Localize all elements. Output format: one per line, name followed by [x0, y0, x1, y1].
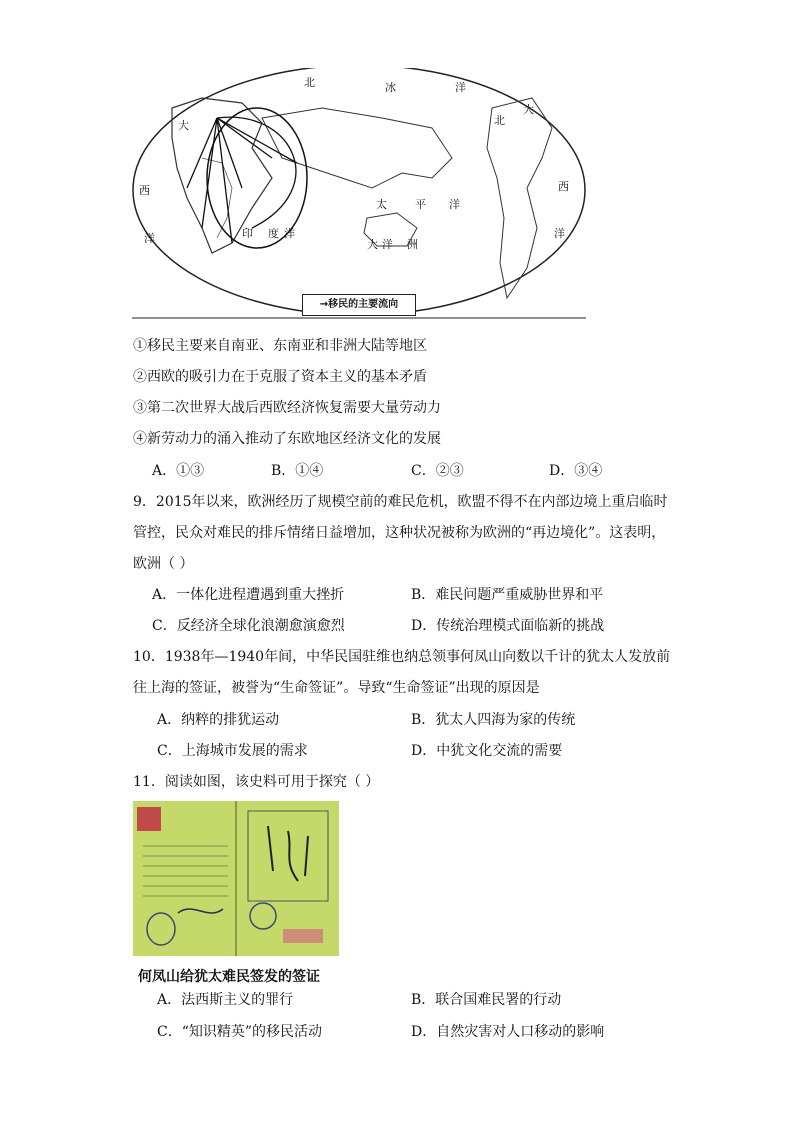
map-label-west-left: 西 — [139, 184, 150, 197]
map-label-du: 度 — [268, 227, 279, 240]
map-label-west-right: 西 — [558, 180, 569, 193]
map-label-ocean-pacific: 洋 — [449, 198, 460, 211]
q9-stem-line-2: 管控，民众对难民的排斥情绪日益增加，这种状况被称为欧洲的“再边境化”。这表明， — [133, 525, 666, 541]
q10-option-c[interactable]: C．上海城市发展的需求 — [157, 743, 308, 759]
q10-stem-line-1: 10．1938年—1940年间，中华民国驻维也纳总领事何凤山向数以千计的犹太人发放前 — [133, 649, 671, 665]
visa-caption: 何凤山给犹太难民签发的签证 — [138, 969, 320, 985]
q11-option-b[interactable]: B．联合国难民署的行动 — [411, 992, 562, 1008]
q9-option-b[interactable]: B．难民问题严重威胁世界和平 — [411, 587, 604, 603]
map-label-big-right: 大 — [523, 103, 534, 116]
q8-option-a[interactable]: A．①③ — [152, 463, 205, 479]
map-label-da-aus: 大 — [367, 238, 378, 251]
statement-3: ③第二次世界大战后西欧经济恢复需要大量劳动力 — [133, 400, 441, 416]
q8-option-c[interactable]: C．②③ — [411, 463, 464, 479]
map-label-ocean-top: 洋 — [455, 81, 466, 94]
q8-option-d[interactable]: D．③④ — [549, 463, 603, 479]
map-label-north-right: 北 — [494, 114, 505, 127]
statement-4: ④新劳动力的涌入推动了东欧地区经济文化的发展 — [133, 431, 441, 447]
visa-image — [133, 801, 339, 956]
map-label-north: 北 — [304, 76, 315, 89]
q11-option-a[interactable]: A．法西斯主义的罪行 — [157, 992, 294, 1008]
statement-1: ①移民主要来自南亚、东南亚和非洲大陆等地区 — [133, 338, 427, 354]
q11-option-c[interactable]: C．“知识精英”的移民活动 — [157, 1024, 323, 1040]
q11-option-d[interactable]: D．自然灾害对人口移动的影响 — [411, 1024, 605, 1040]
map-legend: →移民的主要流向 — [302, 294, 416, 316]
map-label-ocean-right: 洋 — [554, 227, 565, 240]
q10-stem-line-2: 往上海的签证，被誉为“生命签证”。导致“生命签证”出现的原因是 — [133, 680, 540, 696]
map-label-tai: 太 — [376, 198, 387, 211]
map-label-ocean-left: 洋 — [144, 232, 155, 245]
map-label-big-left: 大 — [178, 119, 189, 132]
map-label-ice: 冰 — [385, 81, 396, 94]
q9-stem-line-3: 欧洲（ ） — [133, 556, 194, 572]
q10-option-a[interactable]: A．纳粹的排犹运动 — [157, 712, 280, 728]
map-drawing — [132, 68, 586, 320]
q8-option-b[interactable]: B．①④ — [271, 463, 324, 479]
map-label-zhou-aus: 洲 — [407, 238, 418, 251]
q9-option-a[interactable]: A．一体化进程遭遇到重大挫折 — [152, 587, 345, 603]
q10-option-d[interactable]: D．中犹文化交流的需要 — [411, 743, 563, 759]
q9-stem-line-1: 9．2015年以来，欧洲经历了规模空前的难民危机，欧盟不得不在内部边境上重启临时 — [133, 494, 668, 510]
q11-stem: 11．阅读如图，该史料可用于探究（ ） — [133, 774, 380, 790]
map-label-ping: 平 — [415, 198, 426, 211]
statement-2: ②西欧的吸引力在于克服了资本主义的基本矛盾 — [133, 369, 427, 385]
q9-option-c[interactable]: C．反经济全球化浪潮愈演愈烈 — [152, 618, 345, 634]
map-label-indian: 印 — [242, 227, 253, 240]
migration-map — [132, 68, 586, 320]
map-label-yang-aus: 洋 — [382, 238, 393, 251]
q10-option-b[interactable]: B．犹太人四海为家的传统 — [411, 712, 576, 728]
map-label-ocean-indian: 洋 — [284, 227, 295, 240]
q9-option-d[interactable]: D．传统治理模式面临新的挑战 — [411, 618, 605, 634]
visa-drawing — [133, 801, 339, 956]
